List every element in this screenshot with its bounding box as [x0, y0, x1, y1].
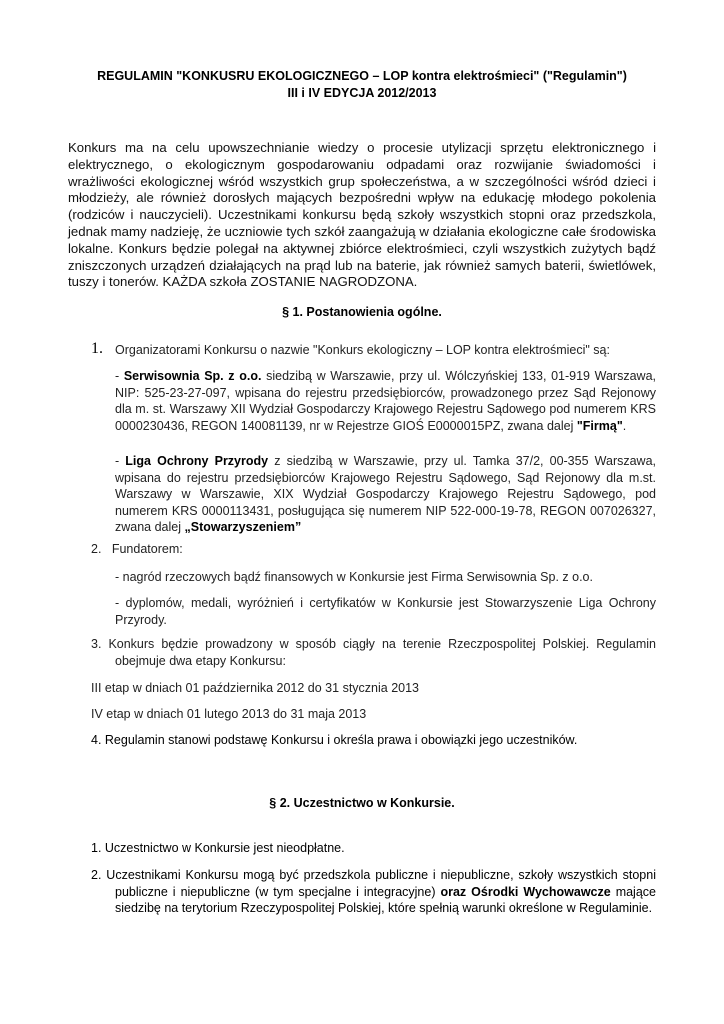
org1-name: Serwisownia Sp. z o.o. [123, 369, 262, 383]
item-2-founder: 2. Fundatorem: [91, 542, 183, 556]
org1-end: . [622, 418, 627, 433]
org1-alias: "Firmą" [576, 418, 623, 433]
organizer-lop [115, 453, 656, 536]
s2-item2-text: 2. Uczestnikami Konkursu mogą być przedszkola publiczne i niepubliczne, szkoły wszystkich stopni publiczne i niepubliczne (w tym specjalne i integracyjne) [91, 868, 656, 899]
title-line-2: III i IV EDYCJA 2012/2013 [287, 86, 437, 100]
stage-4: IV etap w dniach 01 lutego 2013 do 31 maja 2013 [91, 707, 367, 721]
org1-text: siedzibą w Warszawie, przy ul. Wólczyńskiej 133, 01-919 Warszawa, NIP: 525-23-27-097, wpisana do rejestru przedsiębiorców, prowadzonego przez Sąd Rejonowy dla m. st. Warszawy XII Wydział Gospodarczy Krajowego Rejestru Sądowego pod numerem KRS 0000230436, REGON 140081139, nr w Rejestrze GIOŚ E0000015PZ, zwana dalej [115, 369, 657, 433]
section2-item-1: 1. Uczestnictwo w Konkursie jest nieodpłatne. [91, 841, 345, 855]
item-4-text: 4. Regulamin stanowi podstawę Konkursu i określa prawa i obowiązki jego uczestników. [91, 733, 578, 747]
org1-prefix: - [115, 369, 124, 383]
organizer-serwisownia [115, 368, 656, 434]
org2-alias: „Stowarzyszeniem” [184, 520, 302, 534]
item-1-number: 1. [91, 340, 103, 357]
intro-paragraph: Konkurs ma na celu upowszechnianie wiedzy o procesie utylizacji sprzętu elektronicznego i elektrycznego, o ekologicznym gospodarowaniu odpadami oraz rozwijanie świadomości i wrażliwości ekologicznej wśród wszystkich grup społeczeństwa, a w szczególności wśród dzieci i młodzieży, ale również dorosłych mających bezpośredni wpływ na edukację młodego pokolenia (rodziców i nauczycieli). Uczestnikami konkursu będą szkoły wszystkich stopni oraz przedszkola, jednak mamy nadzieję, że uczniowie tych szkół zaangażują w działania ekologiczne całe środowiska lokalne. Konkurs będzie polegał na aktywnej zbiórce elektrośmieci, czyli wszystkich zużytych bądź zniszczonych urządzeń działających na prąd lub na baterie, jak również samych baterii, świetlówek, tuszy i tonerów. KAŻDA szkoła ZOSTANIE NAGRODZONA. [68, 140, 656, 290]
item-1-text: Organizatorami Konkursu o nazwie "Konkurs ekologiczny – LOP kontra elektrośmieci" są: [115, 343, 610, 357]
document-title [60, 68, 664, 102]
section2-item-2 [91, 867, 656, 917]
founder-diplomas: - dyplomów, medali, wyróżnień i certyfikatów w Konkursie jest Stowarzyszenie Liga Ochrony Przyrody. [115, 596, 656, 627]
section-1-heading: § 1. Postanowienia ogólne. [282, 305, 442, 319]
s2-item2-end: mające siedzibę na terytorium Rzeczypospolitej Polskiej, które spełnią warunki określone w Regulaminie. [115, 884, 656, 915]
founder-prizes: - nagród rzeczowych bądź finansowych w Konkursie jest Firma Serwisownia Sp. z o.o. [115, 570, 593, 584]
org2-name: Liga Ochrony Przyrody [125, 454, 269, 468]
section-2-heading: § 2. Uczestnictwo w Konkursie. [269, 796, 455, 810]
item-3-text: 3. Konkurs będzie prowadzony w sposób ciągły na terenie Rzeczpospolitej Polskiej. Regulamin obejmuje dwa etapy Konkursu: [91, 637, 656, 668]
stage-3: III etap w dniach 01 października 2012 do 31 stycznia 2013 [91, 681, 419, 695]
s2-item2-bold: oraz Ośrodki Wychowawcze [440, 884, 611, 899]
title-line-1: REGULAMIN "KONKUSRU EKOLOGICZNEGO – LOP kontra elektrośmieci" ("Regulamin") [97, 69, 627, 83]
org2-prefix: - [115, 454, 126, 468]
org2-text: z siedzibą w Warszawie, przy ul. Tamka 37/2, 00-355 Warszawa, wpisana do rejestru przedsiębiorców Krajowego Rejestru Sądowego, Sąd Rejonowy dla m.st. Warszawy w Warszawie, XIX Wydział Gospodarczy Krajowego Rejestru Sądowego, pod numerem KRS 0000113431, posługująca się numerem NIP 522-000-19-78, REGON 007026327, zwana dalej [115, 454, 657, 534]
